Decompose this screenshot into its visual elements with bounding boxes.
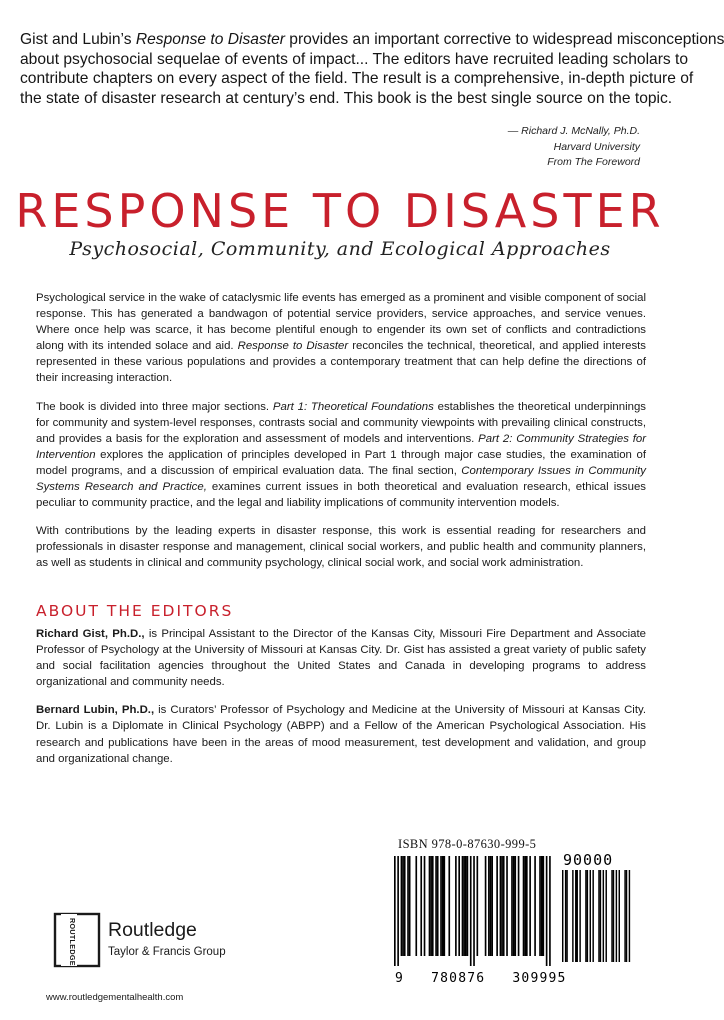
description-paragraph: Psychological service in the wake of cataclysmic life events has emerged as a prominent and visible component of social response. This has generated a bandwagon of potential service providers, service approaches, and service venues. Where once help was scarce, it has become plentiful enough to engender its own set of conflicts and contradictions along with its intended solace and aid. Response to Disaster reconciles the technical, theoretical, and applied interests represented in these various populations and provides a contemporary treatment that can help define the directions of their increasing interaction. xyxy=(36,292,646,385)
quote-line: about psychosocial sequelae of events of impact... The editors have recruited leading scholars to xyxy=(20,50,689,68)
description-text xyxy=(36,290,646,584)
publisher-name: Routledge xyxy=(108,919,197,941)
book-subtitle: Psychosocial, Community, and Ecological Approaches xyxy=(69,238,611,260)
price-barcode xyxy=(561,870,641,982)
endorsement-quote xyxy=(20,30,724,108)
quote-attribution xyxy=(508,124,640,171)
quote-line: Gist and Lubin’s Response to Disaster provides an important corrective to widespread misconceptions xyxy=(20,31,724,48)
editor-bios xyxy=(36,626,646,779)
attribution-affiliation: Harvard University xyxy=(553,140,640,153)
editor-name: Richard Gist, Ph.D., xyxy=(36,628,145,640)
barcode-digits: 9 780876 309995 xyxy=(395,971,567,986)
quote-line: contribute chapters on every aspect of the field. The result is a comprehensive, in-depth picture of xyxy=(20,70,694,87)
description-paragraph: With contributions by the leading experts in disaster response, this work is essential reading for researchers and professionals in disaster response and management, clinical social workers, and public health and community planners, as well as students in clinical and community psychology, clinical social work, and social work administration. xyxy=(36,525,646,570)
attribution-source: From The Foreword xyxy=(547,156,640,168)
isbn-label: ISBN 978-0-87630-999-5 xyxy=(398,837,537,851)
book-title: RESPONSE TO DISASTER xyxy=(15,184,665,238)
description-paragraph: The book is divided into three major sections. Part 1: Theoretical Foundations establishes the theoretical underpinnings for community and system-level responses, contrasts social and community viewpoints with prevailing clinical constructs, and provides a basis for the exploration and assessment of models and interventions. Part 2: Community Strategies for Intervention explores the application of principles developed in Part 1 through major case studies, the examination of model programs, and a discussion of empirical evaluation data. The final section, Contemporary Issues in Community Systems Research and Practice, examines current issues in both theoretical and evaluation research, ethical issues peculiar to community practice, and the legal and liability implications of community intervention models. xyxy=(36,400,646,510)
editor-bio: Richard Gist, Ph.D., is Principal Assistant to the Director of the Kansas City, Missouri Fire Department and Associate Professor of Psychology at the University of Missouri at Kansas City. Dr. Gist has assisted a great variety of public safety and social facilitation agencies throughout the United States and Canada in developing programs to address organizational and community needs. xyxy=(36,628,646,689)
publisher-group: Taylor & Francis Group xyxy=(108,946,226,958)
isbn-barcode xyxy=(393,856,553,968)
quote-line: the state of disaster research at century’s end. This book is the best single source on the topic. xyxy=(20,89,673,107)
editor-bio: Bernard Lubin, Ph.D., is Curators’ Professor of Psychology and Medicine at the University of Missouri at Kansas City. Dr. Lubin is a Diplomate in Clinical Psychology (ABPP) and a Fellow of the American Psychological Association. His research and publications have been in the areas of mood measurement, test development and validation, and group and organizational change. xyxy=(36,704,646,765)
price-code: 90000 xyxy=(563,851,614,869)
logo-text: ROUTLEDGE xyxy=(68,918,77,966)
routledge-logo-icon xyxy=(48,910,108,970)
attribution-author: — Richard J. McNally, Ph.D. xyxy=(507,125,640,137)
editor-name: Bernard Lubin, Ph.D., xyxy=(36,704,155,717)
about-editors-heading: ABOUT THE EDITORS xyxy=(36,602,234,620)
publisher-url: www.routledgementalhealth.com xyxy=(46,992,184,1003)
